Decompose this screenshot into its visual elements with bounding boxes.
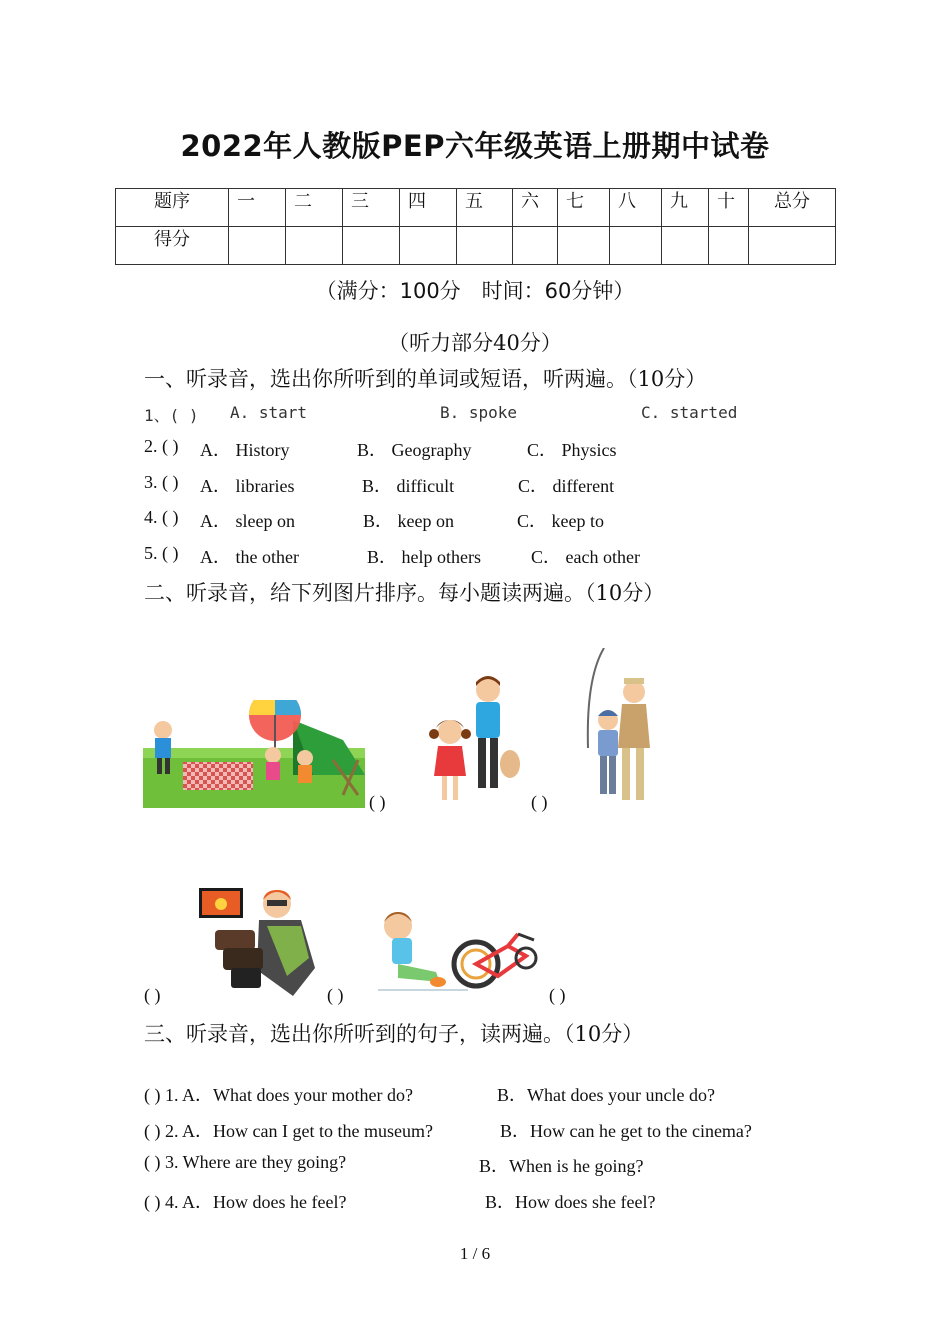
header-cell: 九 xyxy=(662,189,709,227)
header-cell: 八 xyxy=(610,189,662,227)
row-label-cell: 得分 xyxy=(116,227,229,265)
page-title: 2022年人教版PEP六年级英语上册期中试卷 xyxy=(180,129,770,163)
section3-heading: 三、听录音，选出你所听到的句子，读两遍。（10分） xyxy=(144,1022,644,1046)
header-cell: 三 xyxy=(343,189,400,227)
s1-q3-option-b: B． difficult xyxy=(362,476,455,496)
s3-q2-option-a: ( ) 2. A．How can I get to the museum? xyxy=(144,1121,433,1141)
score-cell[interactable] xyxy=(513,227,558,265)
s1-q4-option-b: B． keep on xyxy=(363,511,454,531)
s1-q5-option-c: C． each other xyxy=(531,547,640,567)
picture-5-answer-blank[interactable]: ( ) xyxy=(549,985,566,1005)
picture-3-answer-blank[interactable]: ( ) xyxy=(144,985,161,1005)
s1-q1-option-c: C. started xyxy=(641,403,738,422)
section2-heading: 二、听录音，给下列图片排序。每小题读两遍。（10分） xyxy=(144,581,665,605)
picture-1-answer-blank[interactable]: ( ) xyxy=(369,792,386,812)
exam-info: （满分：100分 时间：60分钟） xyxy=(315,279,635,303)
score-table-score-row xyxy=(116,227,836,265)
s3-q3-option-b: B．When is he going? xyxy=(479,1156,644,1176)
header-cell: 总分 xyxy=(749,189,836,227)
header-cell: 五 xyxy=(457,189,513,227)
s3-q1-option-a: ( ) 1. A．What does your mother do? xyxy=(144,1085,413,1105)
s3-q4-option-b: B．How does she feel? xyxy=(485,1192,656,1212)
picnic-image xyxy=(143,700,365,808)
boy-fallen-bike-image xyxy=(378,906,546,998)
page-number: 1 / 6 xyxy=(459,1244,491,1263)
s1-q3-option-c: C． different xyxy=(518,476,615,496)
score-cell[interactable] xyxy=(400,227,457,265)
s3-q1-option-b: B．What does your uncle do? xyxy=(497,1085,715,1105)
header-cell: 一 xyxy=(229,189,286,227)
s1-q2-option-c: C． Physics xyxy=(527,440,617,460)
s1-q1-option-a: A. start xyxy=(230,403,308,422)
header-cell: 六 xyxy=(513,189,558,227)
header-cell: 十 xyxy=(709,189,749,227)
s3-q2-option-b: B．How can he get to the cinema? xyxy=(500,1121,752,1141)
score-cell[interactable] xyxy=(709,227,749,265)
s1-q3-option-a: A． libraries xyxy=(200,476,295,496)
s1-q5-num: 5. ( ) xyxy=(144,543,179,563)
picture-4-answer-blank[interactable]: ( ) xyxy=(327,985,344,1005)
s1-q4-num: 4. ( ) xyxy=(144,507,179,527)
score-cell[interactable] xyxy=(286,227,343,265)
s1-q2-option-a: A． History xyxy=(200,440,290,460)
s1-q5-option-a: A． the other xyxy=(200,547,299,567)
listening-note: （听力部分40分） xyxy=(388,331,562,355)
score-cell[interactable] xyxy=(558,227,610,265)
section1-heading: 一、听录音，选出你所听到的单词或短语，听两遍。（10分） xyxy=(144,367,707,391)
score-cell[interactable] xyxy=(229,227,286,265)
s1-q4-option-c: C． keep to xyxy=(517,511,604,531)
s1-q2-option-b: B． Geography xyxy=(357,440,472,460)
header-cell: 二 xyxy=(286,189,343,227)
s1-q1-num: 1、( ) xyxy=(144,406,199,425)
header-cell: 题序 xyxy=(116,189,229,227)
grandpa-fishing-image xyxy=(584,648,659,804)
header-cell: 七 xyxy=(558,189,610,227)
s1-q5-option-b: B． help others xyxy=(367,547,481,567)
s1-q3-num: 3. ( ) xyxy=(144,472,179,492)
header-cell: 四 xyxy=(400,189,457,227)
s1-q4-option-a: A． sleep on xyxy=(200,511,295,531)
score-cell[interactable] xyxy=(610,227,662,265)
s1-q1-option-b: B. spoke xyxy=(440,403,518,422)
score-cell[interactable] xyxy=(749,227,836,265)
s1-q2-num: 2. ( ) xyxy=(144,436,179,456)
father-daughter-shopping-image xyxy=(420,676,525,804)
cinema-image xyxy=(197,886,319,996)
score-table-header-row xyxy=(116,189,836,227)
score-cell[interactable] xyxy=(457,227,513,265)
score-table xyxy=(115,188,836,265)
picture-2-answer-blank[interactable]: ( ) xyxy=(531,792,548,812)
s3-q3-option-a: ( ) 3. Where are they going? xyxy=(144,1152,347,1172)
score-cell[interactable] xyxy=(343,227,400,265)
s3-q4-option-a: ( ) 4. A．How does he feel? xyxy=(144,1192,347,1212)
score-cell[interactable] xyxy=(662,227,709,265)
